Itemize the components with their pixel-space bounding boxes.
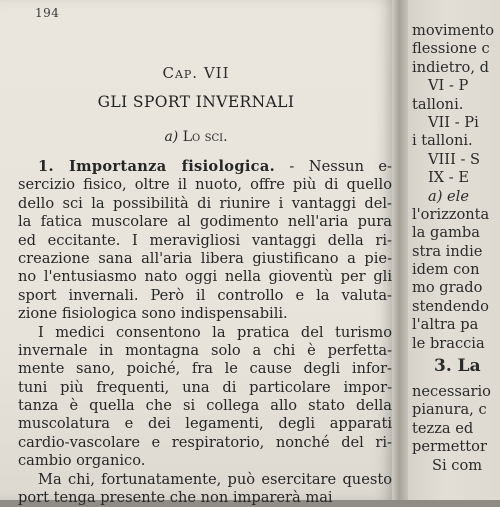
- section-subtitle: [0, 129, 392, 145]
- text-line: mente sano, poiché, fra le cause degli infor-: [18, 360, 392, 378]
- text-line: a) ele: [428, 187, 469, 205]
- book-gutter: [392, 0, 408, 500]
- text-line: cambio organico.: [18, 452, 146, 470]
- text-line: tanza è quella che si collega allo stato della: [18, 397, 392, 415]
- section-heading-right: 3. La: [434, 356, 481, 377]
- text-line: sercizio fisico, oltre il nuoto, offre più di quello: [18, 176, 392, 194]
- text-line: tuni più frequenti, una di particolare impor-: [18, 378, 392, 396]
- text-line-part: - Nessun e-: [275, 158, 392, 175]
- text-line: port tenga presente che non imparerà mai: [18, 489, 333, 507]
- text-line: muscolatura e dei legamenti, degli apparati: [18, 415, 392, 433]
- text-line: i talloni.: [412, 132, 473, 150]
- text-line: talloni.: [412, 95, 464, 113]
- text-line: necessario: [412, 383, 491, 401]
- body-text: [18, 158, 392, 507]
- text-line: VI - P: [428, 77, 469, 95]
- text-line: la fatica muscolare al godimento nell'aria pura: [18, 213, 392, 231]
- text-line: l'orizzonta: [412, 205, 490, 223]
- text-line: zione fisiologica sono indispensabili.: [18, 305, 288, 323]
- text-line: pianura, c: [412, 401, 487, 419]
- subtitle-text: Lo sci.: [182, 129, 228, 145]
- section-heading: 1. Importanza fisiologica.: [38, 158, 275, 175]
- text-line: movimento: [412, 22, 495, 39]
- chapter-label: Cap. VII: [162, 64, 230, 82]
- text-line: ed eccitante. I meravigliosi vantaggi della ri-: [18, 231, 392, 249]
- subtitle-prefix: a): [164, 129, 179, 145]
- text-line: I medici consentono la pratica del turismo: [38, 323, 392, 341]
- right-page-text: [412, 22, 500, 475]
- text-line: le braccia: [412, 334, 485, 352]
- text-line: IX - E: [428, 169, 470, 187]
- chapter-title: GLI SPORT INVERNALI: [97, 93, 295, 111]
- text-line: stra indie: [412, 242, 483, 260]
- text-line: dello sci la possibilità di riunire i vantaggi del-: [18, 194, 392, 212]
- text-line: Ma chi, fortunatamente, può esercitare questo: [38, 470, 392, 488]
- text-line: indietro, d: [412, 58, 489, 76]
- text-line: idem con: [412, 261, 480, 279]
- text-line: no l'entusiasmo nato oggi nella gioventù per gli: [18, 268, 392, 286]
- text-line: [18, 158, 392, 176]
- text-line: VII - Pi: [428, 113, 479, 131]
- text-line: la gamba: [412, 224, 480, 242]
- text-line: Si com: [432, 456, 483, 474]
- text-line: stendendo: [412, 297, 489, 315]
- text-line: tezza ed: [412, 419, 474, 437]
- page-number: 194: [35, 6, 60, 20]
- text-line: flessione c: [412, 40, 490, 58]
- right-page: [408, 0, 500, 500]
- text-line: mo grado: [412, 279, 483, 297]
- text-line: permettor: [412, 438, 487, 456]
- text-line: creazione sana all'aria libera giustificano a pie-: [18, 249, 392, 267]
- text-line: sport invernali. Però il controllo e la valuta-: [18, 286, 392, 304]
- text-line: VIII - S: [428, 150, 481, 168]
- text-line: l'altra pa: [412, 316, 479, 334]
- text-line: invernale in montagna solo a chi è perfetta-: [18, 341, 392, 359]
- text-line: cardio-vascolare e respiratorio, nonché del ri-: [18, 433, 392, 451]
